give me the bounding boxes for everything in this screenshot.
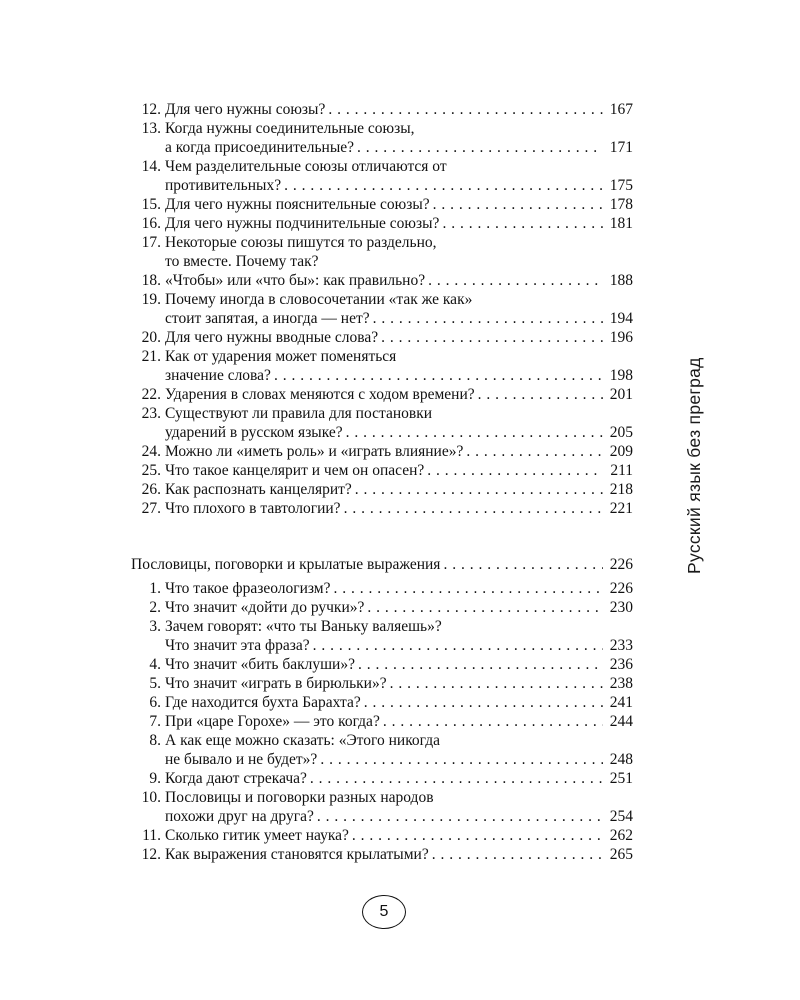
dot-leader [424, 461, 603, 480]
entry-number: 18. [141, 272, 161, 289]
dot-leader [331, 579, 604, 598]
entry-number: 21. [141, 348, 161, 365]
entry-page: 198 [609, 367, 633, 384]
entry-title-line: Что значит «дойти до ручки»? [165, 599, 365, 616]
dot-leader [271, 366, 603, 385]
entry-title-line: то вместе. Почему так? [165, 253, 319, 270]
dot-leader [352, 480, 603, 499]
entry-title-line: Когда нужны соединительные союзы, [165, 120, 415, 137]
entry-body [165, 788, 633, 826]
toc-entry[interactable] [131, 119, 633, 157]
entry-page: 254 [609, 808, 633, 825]
toc-entry[interactable] [131, 157, 633, 195]
entry-body [165, 100, 633, 119]
entry-body [165, 845, 633, 864]
entry-page: 265 [609, 846, 633, 863]
toc-entry[interactable] [131, 617, 633, 655]
entry-number: 11. [142, 827, 161, 844]
toc-entry[interactable] [131, 271, 633, 290]
toc-section [131, 100, 633, 518]
toc-entry[interactable] [131, 385, 633, 404]
entry-page: 218 [609, 481, 633, 498]
page-number-badge [362, 895, 406, 929]
section-heading[interactable] [131, 555, 633, 574]
entry-number: 25. [141, 462, 161, 479]
entry-title-line: Можно ли «иметь роль» и «играть влияние»? [165, 443, 464, 460]
entry-title-line: Для чего нужны подчинительные союзы? [165, 215, 440, 232]
entry-body [165, 195, 633, 214]
entry-title-line: Почему иногда в словосочетании «так же как» [165, 291, 473, 308]
entry-body [165, 712, 633, 731]
dot-leader [364, 598, 603, 617]
dot-leader [281, 176, 603, 195]
toc-entry[interactable] [131, 693, 633, 712]
dot-leader [349, 826, 603, 845]
entry-page: 236 [609, 656, 633, 673]
entry-body [165, 598, 633, 617]
dot-leader [380, 712, 603, 731]
entry-page: 226 [609, 580, 633, 597]
entry-number: 6. [149, 694, 161, 711]
toc-entry[interactable] [131, 328, 633, 347]
section-heading-page: 226 [609, 556, 633, 573]
toc-entry[interactable] [131, 712, 633, 731]
dot-leader [355, 655, 603, 674]
toc-entry[interactable] [131, 214, 633, 233]
entry-title-line: Существуют ли правила для постановки [165, 405, 433, 422]
entry-body [165, 385, 633, 404]
entry-body [165, 347, 633, 385]
toc-entry[interactable] [131, 826, 633, 845]
entry-page: 221 [609, 500, 633, 517]
toc-entry[interactable] [131, 442, 633, 461]
entry-number: 27. [141, 500, 161, 517]
entry-number: 22. [141, 386, 161, 403]
entry-title-line: Для чего нужны союзы? [165, 101, 326, 118]
dot-leader [317, 750, 603, 769]
entry-body [165, 404, 633, 442]
entry-number: 15. [141, 196, 161, 213]
entry-number: 24. [141, 443, 161, 460]
entry-title-line: противительных? [165, 177, 282, 194]
entry-title-line: Чем разделительные союзы отличаются от [165, 158, 447, 175]
entry-title-line: Для чего нужны пояснительные союзы? [165, 196, 430, 213]
dot-leader [387, 674, 603, 693]
entry-title-line: Сколько гитик умеет наука? [165, 827, 349, 844]
dot-leader [475, 385, 603, 404]
entry-page: 248 [609, 751, 633, 768]
toc-entry[interactable] [131, 769, 633, 788]
entry-title-line: А как еще можно сказать: «Этого никогда [165, 732, 441, 749]
toc-entry[interactable] [131, 233, 633, 271]
entry-title-line: «Чтобы» или «что бы»: как правильно? [165, 272, 426, 289]
book-title-vertical: Русский язык без преград [684, 357, 704, 574]
entry-title-line: а когда присоединительные? [165, 139, 355, 156]
entry-number: 3. [149, 618, 161, 635]
entry-page: 211 [610, 462, 633, 479]
entry-body [165, 731, 633, 769]
dot-leader [343, 423, 603, 442]
toc-section [131, 555, 633, 864]
entry-title-line: значение слова? [165, 367, 271, 384]
entry-number: 14. [141, 158, 161, 175]
toc-entry[interactable] [131, 845, 633, 864]
entry-page: 251 [609, 770, 633, 787]
entry-title-line: Как выражения становятся крылатыми? [165, 846, 429, 863]
page-number: 5 [379, 903, 389, 920]
dot-leader [425, 271, 603, 290]
entry-body [165, 480, 633, 499]
toc-entry[interactable] [131, 347, 633, 385]
entry-title-line: Что такое канцелярит и чем он опасен? [165, 462, 425, 479]
entry-page: 196 [609, 329, 633, 346]
table-of-contents [131, 100, 633, 864]
toc-entry[interactable] [131, 655, 633, 674]
entry-title-line: Зачем говорят: «что ты Ваньку валяешь»? [165, 618, 442, 635]
entry-page: 178 [609, 196, 633, 213]
entry-number: 5. [149, 675, 161, 692]
entry-body [165, 655, 633, 674]
entry-body [165, 693, 633, 712]
entry-number: 13. [141, 120, 161, 137]
entry-title-line: Как от ударения может поменяться [165, 348, 397, 365]
section-heading-title: Пословицы, поговорки и крылатые выражения [131, 556, 441, 573]
entry-title-line: стоит запятая, а иногда — нет? [165, 310, 370, 327]
entry-number: 12. [141, 101, 161, 118]
entry-number: 9. [149, 770, 161, 787]
entry-number: 19. [141, 291, 161, 308]
entry-title-line: ударений в русском языке? [165, 424, 343, 441]
entry-body [165, 328, 633, 347]
entry-number: 10. [141, 789, 161, 806]
entry-body [165, 617, 633, 655]
entry-title-line: Что значит «бить баклуши»? [165, 656, 355, 673]
dot-leader [378, 328, 603, 347]
entry-title-line: Что значит «играть в бирюльки»? [165, 675, 387, 692]
entry-title-line: Некоторые союзы пишутся то раздельно, [165, 234, 437, 251]
entry-title-line: Для чего нужны вводные слова? [165, 329, 379, 346]
toc-entry[interactable] [131, 788, 633, 826]
dot-leader [429, 845, 603, 864]
toc-entry[interactable] [131, 499, 633, 518]
entry-page: 238 [609, 675, 633, 692]
entry-body [165, 674, 633, 693]
entry-number: 1. [149, 580, 161, 597]
entry-body [165, 119, 633, 157]
toc-entry[interactable] [131, 731, 633, 769]
toc-entry[interactable] [131, 480, 633, 499]
toc-entry[interactable] [131, 598, 633, 617]
dot-leader [440, 555, 603, 574]
entry-number: 7. [149, 713, 161, 730]
entry-body [165, 769, 633, 788]
entry-title-line: Когда дают стрекача? [165, 770, 307, 787]
toc-entry[interactable] [131, 290, 633, 328]
toc-entry[interactable] [131, 100, 633, 119]
entry-title-line: Где находится бухта Барахта? [165, 694, 361, 711]
dot-leader [463, 442, 603, 461]
dot-leader [325, 100, 603, 119]
entry-page: 201 [609, 386, 633, 403]
entry-page: 194 [609, 310, 633, 327]
entry-body [165, 214, 633, 233]
entry-number: 8. [149, 732, 161, 749]
entry-title-line: При «царе Горохе» — это когда? [165, 713, 380, 730]
entry-body [165, 461, 633, 480]
toc-entry[interactable] [131, 461, 633, 480]
dot-leader [341, 499, 603, 518]
entry-number: 26. [141, 481, 161, 498]
entry-title-line: не бывало и не будет»? [165, 751, 318, 768]
entry-body [165, 442, 633, 461]
dot-leader [370, 309, 603, 328]
toc-entry[interactable] [131, 404, 633, 442]
entry-number: 4. [149, 656, 161, 673]
entry-body [165, 271, 633, 290]
toc-entry[interactable] [131, 674, 633, 693]
entry-body [165, 290, 633, 328]
entry-page: 233 [609, 637, 633, 654]
entry-title-line: Что значит эта фраза? [165, 637, 310, 654]
entry-page: 209 [609, 443, 633, 460]
entry-title-line: Как распознать канцелярит? [165, 481, 352, 498]
dot-leader [307, 769, 603, 788]
dot-leader [439, 214, 603, 233]
entry-page: 167 [609, 101, 633, 118]
entry-page: 241 [609, 694, 633, 711]
entry-body [165, 499, 633, 518]
entry-page: 188 [609, 272, 633, 289]
entry-page: 205 [609, 424, 633, 441]
entry-page: 262 [609, 827, 633, 844]
toc-entry[interactable] [131, 195, 633, 214]
entry-title-line: Что такое фразеологизм? [165, 580, 331, 597]
entry-body [165, 157, 633, 195]
entry-number: 23. [141, 405, 161, 422]
dot-leader [430, 195, 603, 214]
dot-leader [361, 693, 603, 712]
entry-number: 2. [149, 599, 161, 616]
toc-entry[interactable] [131, 579, 633, 598]
entry-body [165, 233, 633, 271]
entry-body [165, 826, 633, 845]
dot-leader [314, 807, 603, 826]
entry-page: 181 [609, 215, 633, 232]
entry-title-line: Пословицы и поговорки разных народов [165, 789, 434, 806]
entry-number: 12. [141, 846, 161, 863]
entry-page: 230 [609, 599, 633, 616]
dot-leader [310, 636, 603, 655]
entry-page: 171 [609, 139, 633, 156]
entry-title-line: Ударения в словах меняются с ходом времени? [165, 386, 475, 403]
entry-body [165, 579, 633, 598]
entry-title-line: Что плохого в тавтологии? [165, 500, 341, 517]
entry-number: 20. [141, 329, 161, 346]
entry-number: 16. [141, 215, 161, 232]
entry-page: 175 [609, 177, 633, 194]
entry-number: 17. [141, 234, 161, 251]
entry-title-line: похожи друг на друга? [165, 808, 314, 825]
dot-leader [354, 138, 603, 157]
entry-page: 244 [609, 713, 633, 730]
